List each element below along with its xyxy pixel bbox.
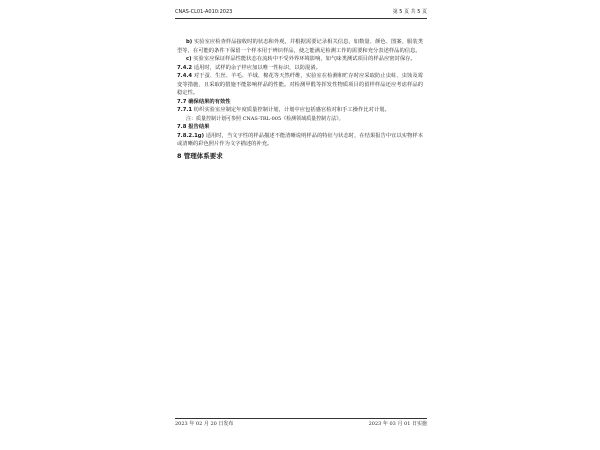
note-paragraph: 注：质量控制计划可参照 CNAS-TRL-005《检测领域质量控制方法》。	[186, 115, 344, 122]
paragraph-b-number: b)	[186, 39, 193, 45]
issue-date: 2023 年 02 月 20 日发布	[175, 421, 234, 427]
document-body	[177, 38, 423, 160]
clause-7-4-4	[177, 72, 423, 98]
section-8-heading: 8 管理体系要求	[177, 151, 223, 160]
clause-7-8-2-1g	[177, 132, 423, 149]
paragraph-b-text: 实验室应检查样品接收时的状态和外观，并根据需要记录相关信息，如数量、颜色、图案、服装类型等，在可能的条件下保留一个样本用于辨识样品，使之能满足检测工作的需要和充分表述样品的信息。	[177, 39, 423, 54]
footer-rule	[175, 418, 427, 419]
effective-date: 2023 年 03 月 01 日实施	[368, 421, 427, 427]
paragraph-c	[177, 55, 423, 64]
paragraph-c-text: 实验室应保证样品性能状态在流转中不受外界环境影响，如气味类测试项目的样品应密封保存。	[193, 56, 416, 62]
paragraph-b	[177, 38, 423, 55]
document-code: CNAS-CL01-A010:2023	[175, 9, 233, 15]
clause-7-7-1-text: 纺织实验室应制定年度质量控制计划，计划中应包括感官检对和手工操作比对计划。	[193, 107, 390, 113]
section-7-7-heading: 7.7 确保结果的有效性	[177, 98, 231, 105]
clause-7-7-1-number: 7.7.1	[177, 107, 193, 113]
paragraph-c-number: c)	[186, 56, 192, 62]
clause-7-8-2-1g-text: 适用时，当文字性的样品描述不能清晰说明样品的特征与状态时，在结果报告中宜以实物样本或清晰的彩色照片作为文字描述的补充。	[177, 132, 423, 147]
clause-7-4-4-number: 7.4.4	[177, 73, 193, 79]
clause-7-7-1	[177, 106, 423, 115]
header-rule	[175, 18, 427, 19]
section-7-8-heading: 7.8 报告结果	[177, 124, 210, 130]
clause-7-4-2-number: 7.4.2	[177, 64, 193, 71]
clause-7-8-2-1g-number: 7.8.2.1g)	[177, 132, 204, 139]
page-number: 第 5 页 共 5 页	[392, 9, 427, 15]
clause-7-4-2	[177, 64, 423, 73]
clause-7-4-4-text: 对于蚕、生丝、羊毛、羊绒、棉花等天然纤维，实验室在检测和贮存时应采取防止虫蛀、虫蚀及霉变等措施，且采取的措施不能影响样品的性能。对检测甲醛等挥发性物质项目的留样样品还应考虑样品的稳定性。	[177, 73, 423, 96]
clause-7-4-2-text: 适用时，试样的余子样应加以唯一性标识，以防混淆。	[193, 64, 321, 71]
